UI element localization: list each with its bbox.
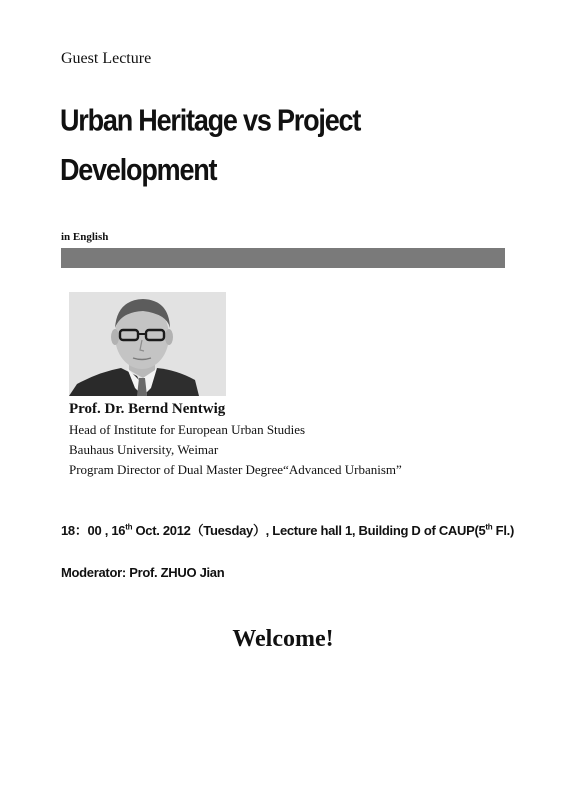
moderator-label: Moderator: Prof. ZHUO Jian xyxy=(61,565,225,580)
language-label: in English xyxy=(61,231,109,243)
divider-bar xyxy=(61,248,505,268)
event-details xyxy=(61,520,514,539)
eyebrow-label: Guest Lecture xyxy=(61,50,152,67)
speaker-role-2: Bauhaus University, Weimar xyxy=(69,442,219,457)
floor-ordinal-suffix: th xyxy=(485,522,493,532)
event-date-location: Oct. 2012（Tuesday）, Lecture hall 1, Building D of CAUP(5 xyxy=(132,523,486,538)
day-ordinal-suffix: th xyxy=(125,522,133,532)
event-floor: Fl.) xyxy=(492,523,514,538)
speaker-role-3: Program Director of Dual Master Degree“Advanced Urbanism” xyxy=(69,462,402,477)
title-line-2: Development xyxy=(60,153,217,187)
speaker-photo xyxy=(69,292,226,396)
speaker-name: Prof. Dr. Bernd Nentwig xyxy=(69,401,226,417)
event-time: 18：00 , 16 xyxy=(61,523,126,538)
title-line-1: Urban Heritage vs Project xyxy=(60,103,361,138)
welcome-message: Welcome! xyxy=(232,626,334,652)
speaker-role-1: Head of Institute for European Urban Studies xyxy=(69,422,306,437)
speaker-portrait-image xyxy=(69,292,226,396)
speaker-info xyxy=(69,398,402,480)
page-title xyxy=(60,96,500,195)
